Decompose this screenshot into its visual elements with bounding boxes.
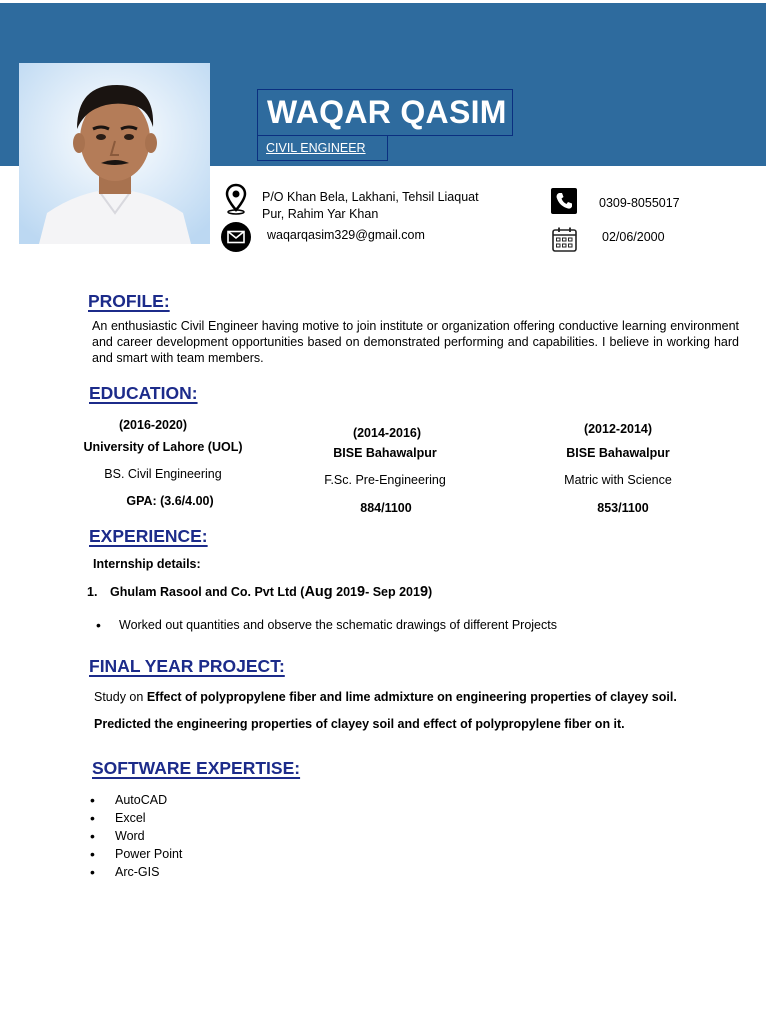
profile-photo [19, 63, 210, 244]
phone-number: 0309-8055017 [599, 196, 680, 210]
company-name: Ghulam Rasool and Co. Pvt Ltd ( [110, 585, 305, 599]
bullet-icon: • [90, 864, 95, 880]
period-year-end-digit: 9 [419, 584, 429, 600]
edu-3-years: (2012-2014) [583, 422, 653, 436]
project-heading: FINAL YEAR PROJECT: [89, 656, 285, 676]
bullet-icon: • [90, 846, 95, 862]
software-item: Arc-GIS [115, 865, 160, 879]
address [262, 189, 522, 223]
edu-3-score: 853/1100 [597, 501, 649, 515]
experience-item-number: 1. [87, 585, 98, 599]
bullet-icon: • [96, 617, 101, 633]
bullet-icon: • [90, 810, 95, 826]
edu-2-institute: BISE Bahawalpur [333, 446, 437, 460]
bullet-icon: • [90, 792, 95, 808]
software-item: Word [115, 829, 145, 843]
address-line-2: Pur, Rahim Yar Khan [262, 207, 379, 221]
software-item: AutoCAD [115, 793, 168, 807]
edu-1-degree: BS. Civil Engineering [104, 467, 222, 481]
profile-text: An enthusiastic Civil Engineer having motive to join institute or organization offering conductive learning environment and career development opportunities based on demonstrated performing and capabilities. I believe in working hard and smart with team members. [92, 319, 739, 365]
candidate-role: CIVIL ENGINEER [266, 141, 366, 155]
experience-heading: EXPERIENCE: [89, 526, 208, 546]
project-line-1-title: Effect of polypropylene fiber and lime admixture on engineering properties of clayey soil. [146, 690, 677, 704]
profile-heading: PROFILE: [88, 291, 170, 311]
edu-1-score: GPA: (3.6/4.00) [126, 494, 214, 508]
date-of-birth: 02/06/2000 [602, 230, 665, 244]
period-month-start: Aug [304, 584, 333, 600]
period-year-start: 201 [332, 585, 357, 599]
period-year-start-digit: 9 [356, 584, 366, 600]
portrait-image [19, 63, 210, 244]
edu-2-score: 884/1100 [360, 501, 412, 515]
experience-company [110, 584, 432, 600]
address-line-1: P/O Khan Bela, Lakhani, Tehsil Liaquat [262, 190, 479, 204]
name-box [257, 89, 513, 136]
candidate-name: WAQAR QASIM [267, 94, 507, 130]
period-close: ) [428, 585, 433, 599]
envelope-icon [221, 222, 251, 252]
project-line-1-prefix: Study on [94, 690, 147, 704]
software-item: Excel [115, 811, 146, 825]
email: waqarqasim329@gmail.com [267, 228, 425, 242]
edu-2-years: (2014-2016) [352, 426, 422, 440]
edu-2-degree: F.Sc. Pre-Engineering [324, 473, 446, 487]
location-pin-icon [225, 183, 247, 215]
calendar-icon [551, 226, 578, 253]
role-box [257, 135, 388, 161]
internship-subheading: Internship details: [93, 557, 201, 571]
project-line-2: Predicted the engineering properties of clayey soil and effect of polypropylene fiber on it. [94, 717, 625, 731]
software-item: Power Point [115, 847, 183, 861]
education-heading: EDUCATION: [89, 383, 198, 403]
edu-1-years: (2016-2020) [118, 418, 188, 432]
project-line-1 [94, 690, 677, 704]
software-heading: SOFTWARE EXPERTISE: [92, 758, 301, 778]
edu-3-degree: Matric with Science [564, 473, 672, 487]
edu-1-institute: University of Lahore (UOL) [83, 440, 243, 454]
phone-icon [551, 188, 577, 214]
experience-bullet: Worked out quantities and observe the schematic drawings of different Projects [119, 618, 557, 632]
bullet-icon: • [90, 828, 95, 844]
edu-3-institute: BISE Bahawalpur [566, 446, 670, 460]
period-end: - Sep 201 [365, 585, 420, 599]
